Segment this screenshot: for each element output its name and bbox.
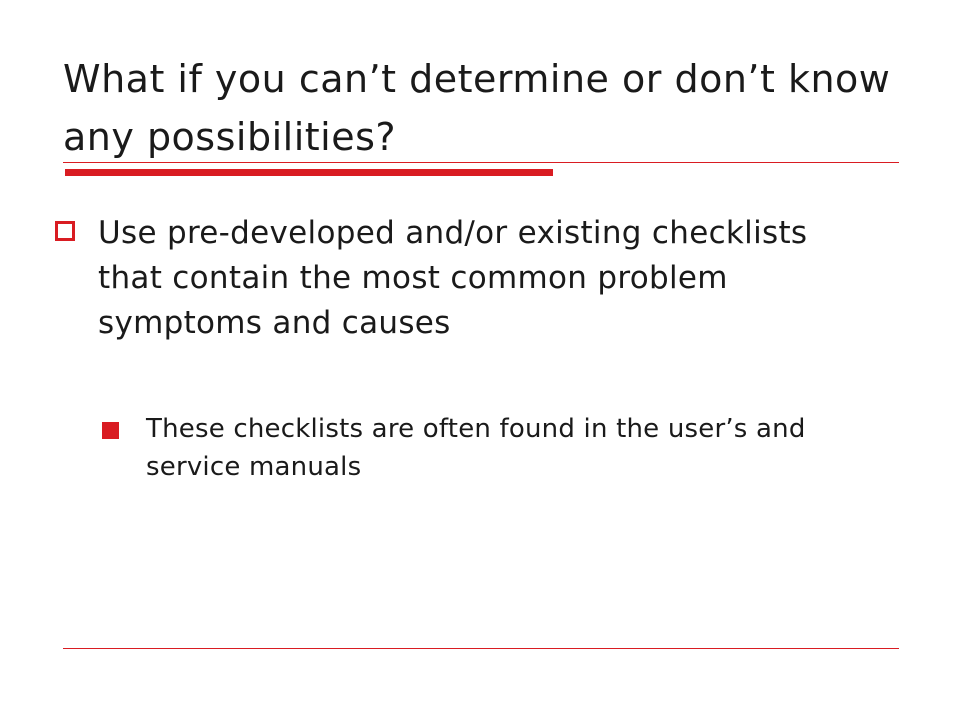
sub-bullet-item [102,410,862,486]
title-divider-thick [65,169,553,176]
filled-square-bullet-icon [102,422,119,439]
bullet-item [55,211,865,346]
hollow-square-bullet-icon [55,221,75,241]
slide-title: What if you can’t determine or don’t know any possibilities? [63,57,891,159]
title-divider-thin [63,162,899,163]
sub-bullet-text: These checklists are often found in the user’s and service manuals [146,414,806,482]
bullet-text: Use pre-developed and/or existing checklists that contain the most common problem symptoms and causes [98,215,808,341]
footer-divider [63,648,899,649]
